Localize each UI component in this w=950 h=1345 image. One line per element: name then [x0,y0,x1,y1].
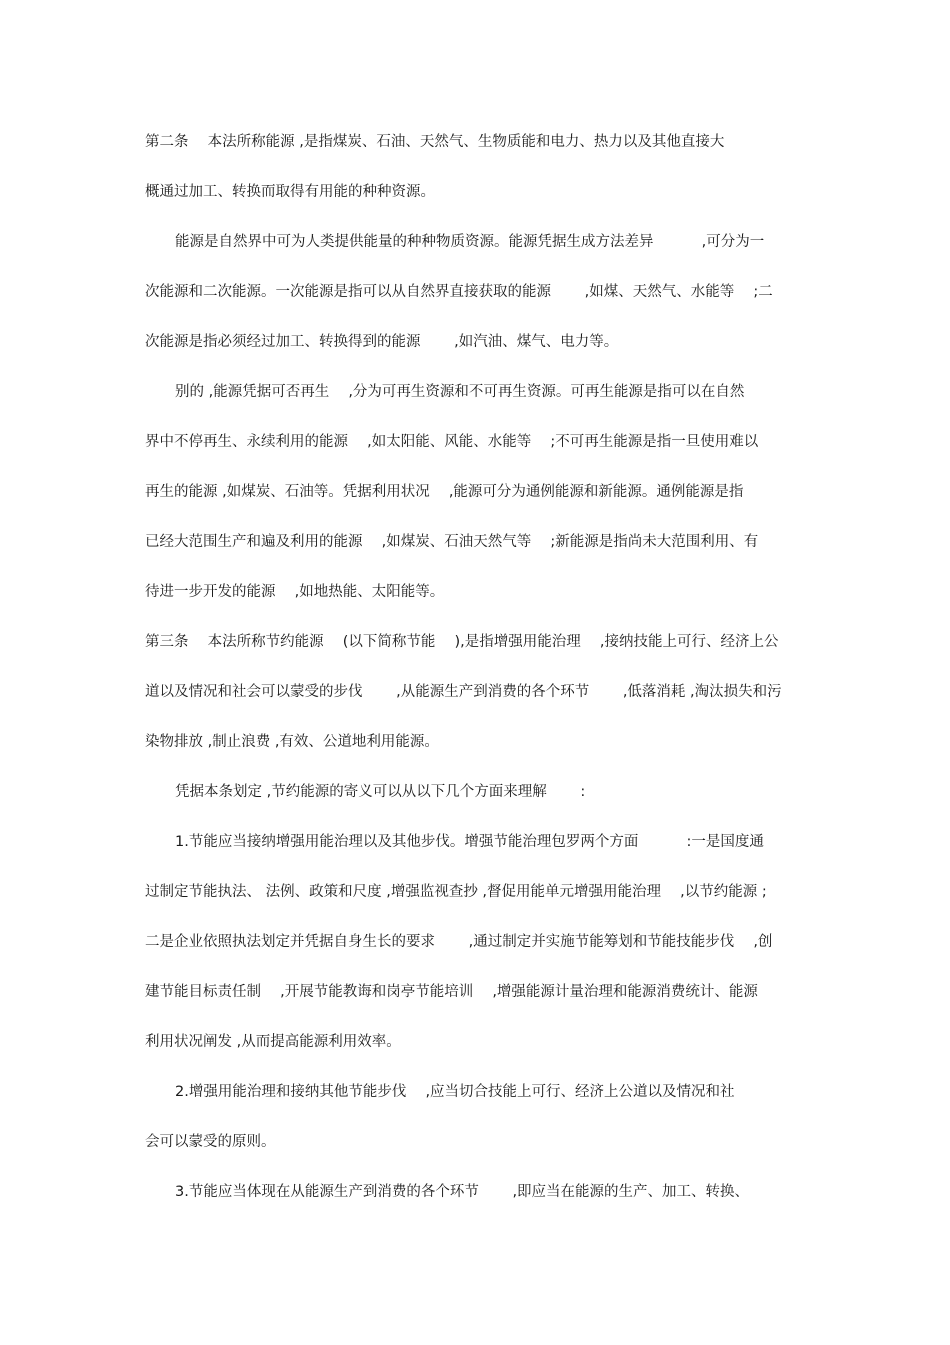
text-line: 染物排放 ,制止浪费 ,有效、公道地利用能源。 [145,734,439,750]
text-line: 已经大范围生产和遍及利用的能源 ,如煤炭、石油天然气等 ;新能源是指尚未大范围利用、有 [145,534,759,550]
text-line: 道以及情况和社会可以蒙受的步伐 ,从能源生产到消费的各个环节 ,低落消耗 ,淘汰损失和污 [145,684,782,700]
text-line: 二是企业依照执法划定并凭据自身生长的要求 ,通过制定并实施节能筹划和节能技能步伐 ,创 [145,934,773,950]
text-line: 利用状况阐发 ,从而提高能源利用效率。 [145,1034,401,1050]
text-line: 待进一步开发的能源 ,如地热能、太阳能等。 [145,584,445,600]
text-line: 3.节能应当体现在从能源生产到消费的各个环节 ,即应当在能源的生产、加工、转换、 [175,1184,750,1200]
text-line: 凭据本条划定 ,节约能源的寄义可以从以下几个方面来理解 : [175,784,586,800]
text-line: 1.节能应当接纳增强用能治理以及其他步伐。增强节能治理包罗两个方面 :一是国度通 [175,834,764,850]
text-line: 次能源和二次能源。一次能源是指可以从自然界直接获取的能源 ,如煤、天然气、水能等 ;二 [145,284,773,300]
text-line: 概通过加工、转换而取得有用能的种种资源。 [145,184,435,200]
text-line: 2.增强用能治理和接纳其他节能步伐 ,应当切合技能上可行、经济上公道以及情况和社 [175,1084,735,1100]
text-line: 会可以蒙受的原则。 [145,1134,276,1150]
text-line: 次能源是指必须经过加工、转换得到的能源 ,如汽油、煤气、电力等。 [145,334,619,350]
text-line: 第二条 本法所称能源 ,是指煤炭、石油、天然气、生物质能和电力、热力以及其他直接大 [145,134,725,150]
text-line: 再生的能源 ,如煤炭、石油等。凭据利用状况 ,能源可分为通例能源和新能源。通例能源是指 [145,484,744,500]
text-line: 过制定节能执法、 法例、政策和尺度 ,增强监视查抄 ,督促用能单元增强用能治理 ,以节约能源 ; [145,884,767,900]
text-line: 第三条 本法所称节约能源 (以下简称节能 ),是指增强用能治理 ,接纳技能上可行、经济上公 [145,634,779,650]
text-line: 别的 ,能源凭据可否再生 ,分为可再生资源和不可再生资源。可再生能源是指可以在自然 [175,384,745,400]
text-line: 界中不停再生、永续利用的能源 ,如太阳能、风能、水能等 ;不可再生能源是指一旦使用难以 [145,434,759,450]
text-line: 建节能目标责任制 ,开展节能教诲和岗亭节能培训 ,增强能源计量治理和能源消费统计、能源 [145,984,758,1000]
text-line: 能源是自然界中可为人类提供能量的种种物质资源。能源凭据生成方法差异 ,可分为一 [175,234,765,250]
